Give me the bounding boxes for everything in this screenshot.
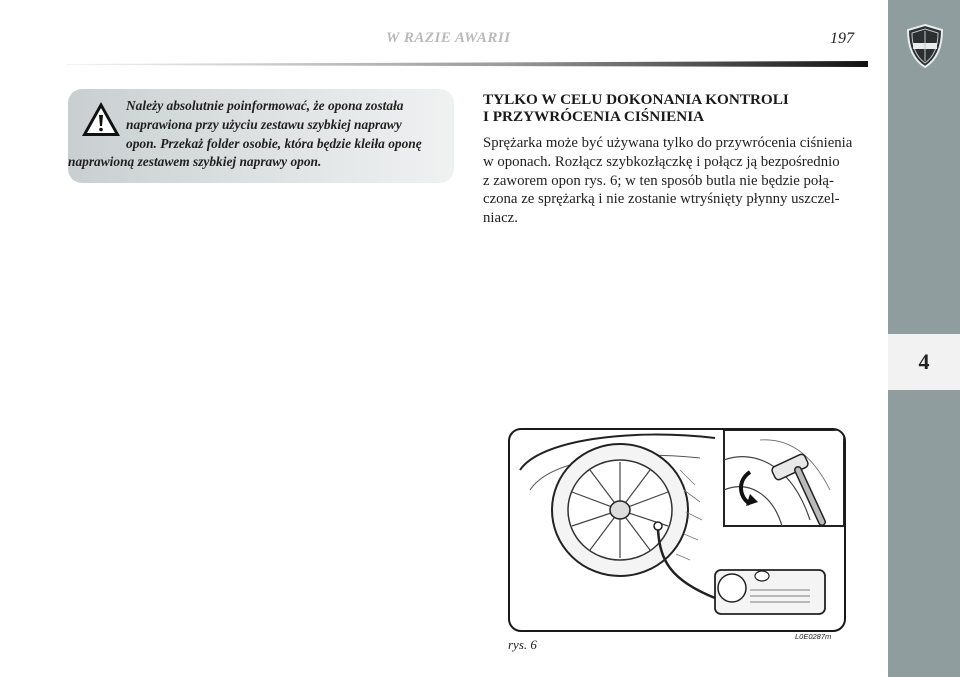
heading-line: I PRZYWRÓCENIA CIŚNIENIA (483, 107, 705, 125)
warning-line: opon. Przekaż folder osobie, która będzie kleiła oponę (126, 135, 422, 151)
warning-line: naprawiona przy użyciu zestawu szybkiej naprawy (126, 116, 402, 132)
warning-line: Należy absolutnie poinformować, że opona została (126, 98, 404, 113)
tire-compressor-illustration (510, 430, 844, 630)
body-line: czona ze sprężarką i nie zostanie wtryśnięty płynny uszczel- (483, 191, 840, 208)
body-line: niacz. (483, 210, 518, 227)
section-body (483, 134, 859, 228)
warning-text (68, 97, 452, 172)
chapter-tab: 4 (888, 336, 960, 388)
body-line: Sprężarka może być używana tylko do przywrócenia ciśnienia (483, 135, 853, 151)
figure-code: L0E0287m (795, 632, 832, 641)
body-line: w oponach. Rozłącz szybkozłączkę i połącz ją bezpośrednio (483, 153, 840, 170)
figure-caption: rys. 6 (508, 637, 537, 652)
running-header-title: W RAZIE AWARII (386, 30, 511, 46)
body-line: z zaworem opon rys. 6; w ten sposób butla nie będzie połą- (483, 172, 834, 189)
heading-line: TYLKO W CELU DOKONANIA KONTROLI (483, 91, 789, 108)
page-number: 197 (830, 30, 854, 47)
sidebar-divider (888, 388, 960, 390)
header-rule (66, 61, 868, 67)
section-heading (483, 92, 863, 125)
lancia-shield-icon (905, 23, 945, 69)
warning-line: naprawioną zestawem szybkiej naprawy opon. (68, 154, 322, 170)
figure-illustration (508, 428, 846, 632)
